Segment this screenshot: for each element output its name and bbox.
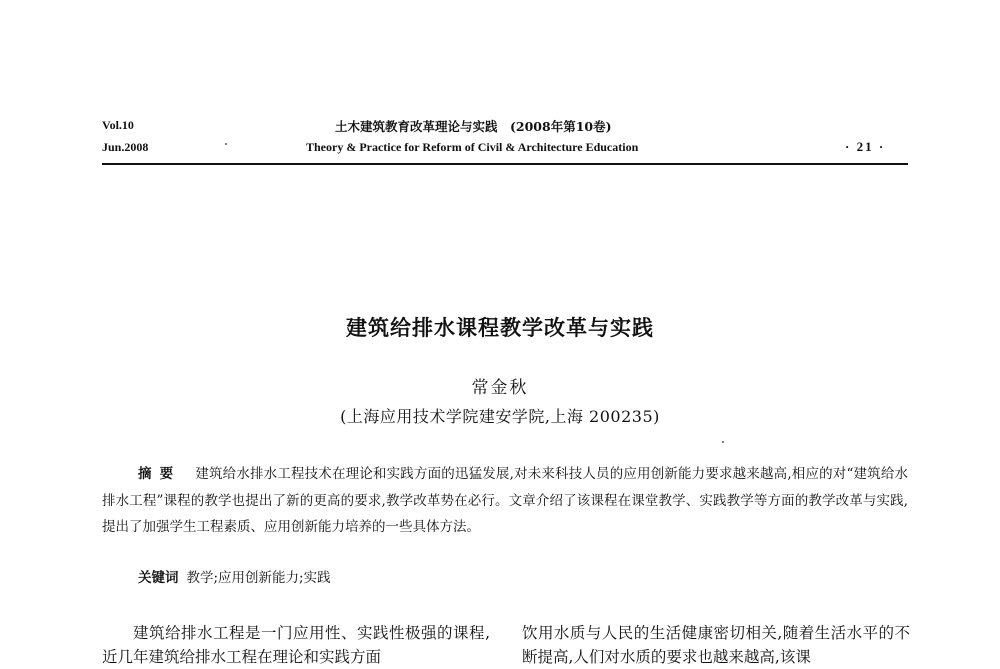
article-title: 建筑给排水课程教学改革与实践 xyxy=(346,315,654,340)
issue-date: Jun.2008 xyxy=(102,140,149,154)
journal-title-cn: 土木建筑教育改革理论与实践 (2008年第10卷) xyxy=(335,119,612,134)
author-affiliation: (上海应用技术学院建安学院,上海 200235) xyxy=(340,407,660,426)
page-number: · 21 · xyxy=(845,139,886,154)
keywords xyxy=(138,566,331,586)
volume-label: Vol.10 xyxy=(102,118,134,132)
article-author: 常金秋 xyxy=(471,378,529,398)
keywords-text: 教学;应用创新能力;实践 xyxy=(186,570,331,586)
body-paragraph: 建筑给排水工程是一门应用性、实践性极强的课程,近几年建筑给排水工程在理论和实践方面 xyxy=(102,624,490,666)
abstract xyxy=(102,461,908,541)
header-rule xyxy=(102,163,908,165)
body-paragraph: 饮用水质与人民的生活健康密切相关,随着生活水平的不断提高,人们对水质的要求也越来越高,该课 xyxy=(522,624,910,666)
body-column-left xyxy=(102,621,490,669)
journal-title-en: Theory & Practice for Reform of Civil & Architecture Education xyxy=(306,140,639,154)
body-column-right xyxy=(522,621,910,669)
scan-speck xyxy=(225,143,227,145)
abstract-text: 建筑给水排水工程技术在理论和实践方面的迅猛发展,对未来科技人员的应用创新能力要求越来越高,相应的对“建筑给水排水工程”课程的教学也提出了新的更高的要求,教学改革势在必行。文章介绍了该课程在课堂教学、实践教学等方面的教学改革与实践,提出了加强学生工程素质、应用创新能力培养的一些具体方法。 xyxy=(102,466,908,535)
scan-speck xyxy=(722,441,724,443)
abstract-label: 摘要 xyxy=(138,466,182,482)
keywords-label: 关键词 xyxy=(138,570,179,586)
